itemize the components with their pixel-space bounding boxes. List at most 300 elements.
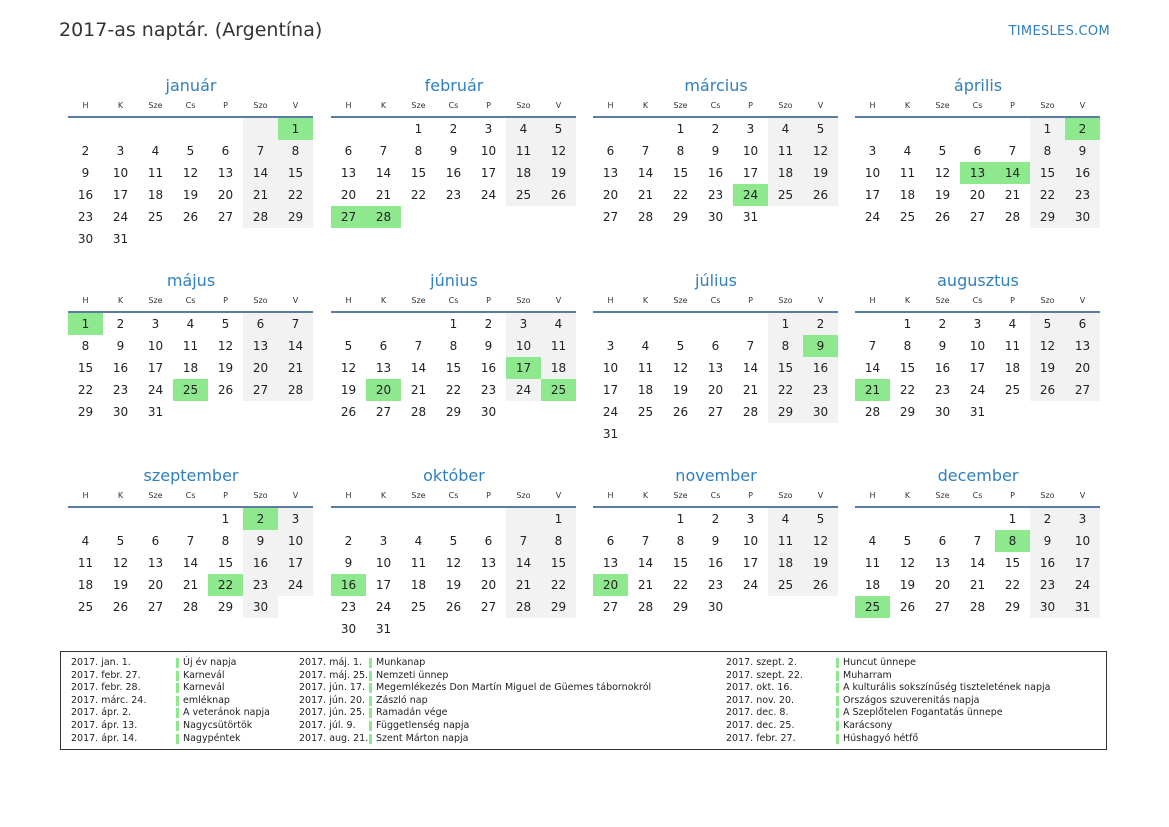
holiday-date: 2017. szept. 2. bbox=[726, 657, 797, 668]
month-name: április bbox=[953, 76, 1003, 95]
day-cell: 29 bbox=[1004, 600, 1021, 614]
day-cell: 2 bbox=[711, 122, 720, 136]
day-cell: 6 bbox=[606, 534, 615, 548]
weekday-label: V bbox=[817, 491, 824, 500]
day-grid bbox=[68, 508, 314, 618]
day-cell: 18 bbox=[899, 188, 916, 202]
day-cell: 12 bbox=[803, 530, 838, 552]
day-cell: 2 bbox=[449, 122, 458, 136]
holiday-row bbox=[71, 695, 270, 708]
weekday-label: Cs bbox=[448, 296, 459, 305]
day-cell: 30 bbox=[803, 401, 838, 423]
day-cell: 31 bbox=[147, 405, 164, 419]
empty-cell bbox=[401, 508, 436, 530]
empty-cell bbox=[173, 508, 208, 530]
day-cell: 20 bbox=[366, 379, 401, 401]
holiday-name: A veteránok napja bbox=[176, 708, 270, 718]
day-cell: 31 bbox=[1065, 596, 1100, 618]
day-cell: 13 bbox=[243, 335, 278, 357]
empty-cell bbox=[768, 206, 803, 228]
holiday-name: Karácsony bbox=[836, 721, 892, 731]
day-cell: 14 bbox=[637, 556, 654, 570]
day-cell: 20 bbox=[602, 188, 619, 202]
day-cell: 21 bbox=[969, 578, 986, 592]
weekday-label: Cs bbox=[972, 296, 983, 305]
day-cell: 19 bbox=[182, 188, 199, 202]
day-cell: 28 bbox=[278, 379, 313, 401]
empty-cell bbox=[593, 313, 628, 335]
day-cell: 8 bbox=[1030, 140, 1065, 162]
month-name: március bbox=[684, 76, 748, 95]
day-cell: 3 bbox=[278, 508, 313, 530]
empty-cell bbox=[995, 118, 1030, 140]
day-cell: 11 bbox=[77, 556, 94, 570]
day-cell: 15 bbox=[672, 166, 689, 180]
day-cell: 26 bbox=[803, 574, 838, 596]
weekday-label: K bbox=[117, 491, 124, 500]
month-name: július bbox=[695, 271, 737, 290]
holiday-row bbox=[71, 670, 270, 683]
holiday-date: 2017. szept. 22. bbox=[726, 669, 803, 681]
day-cell: 15 bbox=[410, 166, 427, 180]
empty-cell bbox=[103, 118, 138, 140]
day-cell: 26 bbox=[112, 600, 129, 614]
holiday-date: 2017. jún. 17. bbox=[299, 682, 366, 694]
day-cell: 15 bbox=[899, 361, 916, 375]
holiday-date: 2017. ápr. 14. bbox=[71, 732, 138, 744]
weekday-label: K bbox=[642, 101, 649, 110]
empty-cell bbox=[506, 206, 541, 228]
day-cell: 4 bbox=[903, 144, 912, 158]
day-cell: 8 bbox=[903, 339, 912, 353]
day-cell: 5 bbox=[803, 118, 838, 140]
day-cell: 5 bbox=[449, 534, 458, 548]
weekday-label: Sze bbox=[935, 296, 950, 305]
day-cell: 2 bbox=[711, 512, 720, 526]
weekday-label: V bbox=[292, 296, 299, 305]
holiday-row bbox=[726, 720, 1050, 733]
empty-cell bbox=[768, 423, 803, 445]
day-cell: 4 bbox=[151, 144, 160, 158]
empty-cell bbox=[628, 508, 663, 530]
day-cell: 21 bbox=[410, 383, 427, 397]
day-cell: 29 bbox=[278, 206, 313, 228]
day-cell: 6 bbox=[151, 534, 160, 548]
empty-cell bbox=[173, 401, 208, 423]
day-cell: 20 bbox=[147, 578, 164, 592]
day-grid bbox=[855, 313, 1101, 423]
month-calendar bbox=[593, 270, 839, 445]
empty-cell bbox=[698, 423, 733, 445]
day-cell: 21 bbox=[1004, 188, 1021, 202]
weekday-label: V bbox=[555, 491, 562, 500]
weekday-label: H bbox=[607, 296, 614, 305]
weekday-label: Sze bbox=[411, 296, 426, 305]
holiday-name: emléknap bbox=[176, 696, 230, 706]
empty-cell bbox=[278, 596, 313, 618]
weekday-label: H bbox=[607, 491, 614, 500]
day-cell: 11 bbox=[147, 166, 164, 180]
day-cell: 1 bbox=[278, 118, 313, 140]
empty-cell bbox=[436, 508, 471, 530]
weekday-label: Sze bbox=[148, 101, 163, 110]
day-cell: 23 bbox=[803, 379, 838, 401]
holiday-date: 2017. jún. 20. bbox=[299, 694, 366, 706]
day-cell: 1 bbox=[449, 317, 458, 331]
day-cell: 19 bbox=[803, 552, 838, 574]
weekday-label: P bbox=[1010, 491, 1015, 500]
day-cell: 18 bbox=[410, 578, 427, 592]
day-cell: 1 bbox=[676, 512, 685, 526]
empty-cell bbox=[768, 596, 803, 618]
day-cell: 26 bbox=[541, 184, 576, 206]
day-grid bbox=[593, 313, 839, 445]
empty-cell bbox=[506, 401, 541, 423]
holiday-list bbox=[60, 651, 1107, 750]
day-cell: 15 bbox=[278, 162, 313, 184]
weekday-label: P bbox=[748, 101, 753, 110]
holiday-column bbox=[299, 657, 651, 745]
weekday-label: K bbox=[904, 491, 911, 500]
day-cell: 20 bbox=[340, 188, 357, 202]
day-cell: 9 bbox=[81, 166, 90, 180]
day-cell: 3 bbox=[1065, 508, 1100, 530]
holiday-name: Munkanap bbox=[369, 658, 425, 668]
day-cell: 18 bbox=[768, 162, 803, 184]
holiday-date: 2017. jan. 1. bbox=[71, 657, 131, 668]
day-cell: 23 bbox=[77, 210, 94, 224]
day-grid bbox=[593, 508, 839, 618]
empty-cell bbox=[278, 401, 313, 423]
holiday-row bbox=[726, 733, 1050, 746]
day-cell: 18 bbox=[864, 578, 881, 592]
day-cell: 8 bbox=[541, 530, 576, 552]
day-cell: 19 bbox=[803, 162, 838, 184]
empty-cell bbox=[803, 596, 838, 618]
empty-cell bbox=[436, 206, 471, 228]
day-cell: 8 bbox=[449, 339, 458, 353]
day-cell: 1 bbox=[414, 122, 423, 136]
day-cell: 15 bbox=[217, 556, 234, 570]
holiday-row bbox=[299, 720, 651, 733]
empty-cell bbox=[243, 401, 278, 423]
day-cell: 20 bbox=[593, 574, 628, 596]
weekday-label: H bbox=[345, 491, 352, 500]
weekday-label: H bbox=[82, 491, 89, 500]
holiday-column bbox=[726, 657, 1050, 745]
day-cell: 11 bbox=[410, 556, 427, 570]
day-cell: 11 bbox=[899, 166, 916, 180]
empty-cell bbox=[541, 618, 576, 640]
day-cell: 5 bbox=[116, 534, 125, 548]
weekday-label: Cs bbox=[448, 491, 459, 500]
day-cell: 22 bbox=[1004, 578, 1021, 592]
empty-cell bbox=[138, 508, 173, 530]
day-cell: 4 bbox=[641, 339, 650, 353]
weekday-label: Sze bbox=[148, 296, 163, 305]
day-cell: 27 bbox=[147, 600, 164, 614]
month-calendar bbox=[855, 465, 1101, 618]
day-cell: 22 bbox=[672, 578, 689, 592]
weekday-label: K bbox=[642, 491, 649, 500]
day-cell: 14 bbox=[969, 556, 986, 570]
day-cell: 14 bbox=[637, 166, 654, 180]
day-cell: 30 bbox=[480, 405, 497, 419]
weekday-label: Sze bbox=[411, 101, 426, 110]
day-cell: 24 bbox=[375, 600, 392, 614]
weekday-label: V bbox=[292, 101, 299, 110]
day-cell: 30 bbox=[77, 232, 94, 246]
day-cell: 29 bbox=[77, 405, 94, 419]
empty-cell bbox=[593, 508, 628, 530]
empty-cell bbox=[628, 313, 663, 335]
weekday-label: Szo bbox=[1040, 296, 1055, 305]
day-cell: 18 bbox=[1004, 361, 1021, 375]
day-cell: 22 bbox=[768, 379, 803, 401]
day-grid bbox=[68, 313, 314, 423]
day-cell: 31 bbox=[375, 622, 392, 636]
empty-cell bbox=[855, 313, 890, 335]
weekday-label: Cs bbox=[710, 296, 721, 305]
day-cell: 7 bbox=[1008, 144, 1017, 158]
day-cell: 17 bbox=[480, 166, 497, 180]
day-cell: 12 bbox=[182, 166, 199, 180]
weekday-label: H bbox=[82, 101, 89, 110]
holiday-date: 2017. dec. 25. bbox=[726, 719, 795, 731]
day-cell: 21 bbox=[637, 188, 654, 202]
day-cell: 16 bbox=[331, 574, 366, 596]
weekday-label: H bbox=[345, 296, 352, 305]
day-cell: 28 bbox=[243, 206, 278, 228]
weekday-label: H bbox=[869, 491, 876, 500]
weekday-label: V bbox=[817, 101, 824, 110]
month-calendar bbox=[68, 75, 314, 250]
day-cell: 26 bbox=[340, 405, 357, 419]
day-cell: 31 bbox=[602, 427, 619, 441]
day-cell: 30 bbox=[1065, 206, 1100, 228]
month-name: november bbox=[675, 466, 757, 485]
day-cell: 17 bbox=[1065, 552, 1100, 574]
day-cell: 29 bbox=[672, 600, 689, 614]
empty-cell bbox=[1065, 401, 1100, 423]
day-cell: 18 bbox=[768, 552, 803, 574]
day-cell: 28 bbox=[637, 210, 654, 224]
day-cell: 12 bbox=[1030, 335, 1065, 357]
day-cell: 6 bbox=[484, 534, 493, 548]
day-cell: 18 bbox=[147, 188, 164, 202]
month-calendar bbox=[855, 75, 1101, 228]
day-cell: 27 bbox=[217, 210, 234, 224]
day-cell: 23 bbox=[1030, 574, 1065, 596]
day-cell: 14 bbox=[375, 166, 392, 180]
month-calendar bbox=[593, 75, 839, 228]
weekday-label: K bbox=[380, 101, 387, 110]
day-cell: 15 bbox=[768, 357, 803, 379]
day-cell: 19 bbox=[934, 188, 951, 202]
holiday-name: Karnevál bbox=[176, 671, 225, 681]
brand-link[interactable]: TIMESLES.COM bbox=[1008, 24, 1110, 39]
day-cell: 21 bbox=[375, 188, 392, 202]
day-cell: 24 bbox=[864, 210, 881, 224]
weekday-label: Sze bbox=[148, 491, 163, 500]
day-cell: 12 bbox=[934, 166, 951, 180]
day-cell: 5 bbox=[221, 317, 230, 331]
day-cell: 27 bbox=[934, 600, 951, 614]
day-cell: 8 bbox=[676, 534, 685, 548]
weekday-label: Szo bbox=[253, 296, 268, 305]
weekday-label: Szo bbox=[516, 491, 531, 500]
weekday-label: Szo bbox=[516, 101, 531, 110]
day-cell: 28 bbox=[864, 405, 881, 419]
holiday-row bbox=[726, 707, 1050, 720]
empty-cell bbox=[960, 118, 995, 140]
day-cell: 14 bbox=[995, 162, 1030, 184]
day-cell: 17 bbox=[112, 188, 129, 202]
day-cell: 20 bbox=[243, 357, 278, 379]
day-cell: 5 bbox=[803, 508, 838, 530]
day-cell: 2 bbox=[116, 317, 125, 331]
weekday-label: Cs bbox=[185, 296, 196, 305]
day-cell: 5 bbox=[938, 144, 947, 158]
day-cell: 10 bbox=[602, 361, 619, 375]
empty-cell bbox=[628, 423, 663, 445]
day-cell: 9 bbox=[449, 144, 458, 158]
day-cell: 10 bbox=[742, 534, 759, 548]
day-cell: 9 bbox=[711, 534, 720, 548]
weekday-label: P bbox=[748, 491, 753, 500]
day-cell: 1 bbox=[903, 317, 912, 331]
day-cell: 12 bbox=[541, 140, 576, 162]
day-grid bbox=[331, 118, 577, 228]
day-cell: 9 bbox=[1065, 140, 1100, 162]
day-cell: 17 bbox=[969, 361, 986, 375]
day-cell: 19 bbox=[541, 162, 576, 184]
day-cell: 29 bbox=[217, 600, 234, 614]
holiday-name: Országos szuverenitás napja bbox=[836, 696, 979, 706]
day-cell: 8 bbox=[221, 534, 230, 548]
holiday-name: Nagycsütörtök bbox=[176, 721, 252, 731]
day-cell: 13 bbox=[707, 361, 724, 375]
weekday-label: P bbox=[486, 296, 491, 305]
empty-cell bbox=[208, 401, 243, 423]
day-cell: 4 bbox=[186, 317, 195, 331]
day-cell: 14 bbox=[506, 552, 541, 574]
day-cell: 30 bbox=[707, 210, 724, 224]
day-cell: 10 bbox=[480, 144, 497, 158]
day-cell: 27 bbox=[1065, 379, 1100, 401]
day-cell: 18 bbox=[77, 578, 94, 592]
month-name: február bbox=[424, 76, 484, 95]
day-cell: 13 bbox=[934, 556, 951, 570]
holiday-row bbox=[726, 670, 1050, 683]
day-cell: 6 bbox=[606, 144, 615, 158]
day-cell: 29 bbox=[541, 596, 576, 618]
day-cell: 24 bbox=[278, 574, 313, 596]
day-cell: 23 bbox=[340, 600, 357, 614]
holiday-row bbox=[299, 682, 651, 695]
weekday-header bbox=[331, 97, 577, 115]
day-cell: 17 bbox=[278, 552, 313, 574]
day-cell: 9 bbox=[344, 556, 353, 570]
day-cell: 19 bbox=[112, 578, 129, 592]
day-cell: 19 bbox=[445, 578, 462, 592]
empty-cell bbox=[855, 508, 890, 530]
empty-cell bbox=[243, 228, 278, 250]
weekday-label: Szo bbox=[253, 491, 268, 500]
weekday-label: Szo bbox=[778, 296, 793, 305]
day-cell: 4 bbox=[768, 118, 803, 140]
day-grid bbox=[593, 118, 839, 228]
holiday-name: Muharram bbox=[836, 671, 892, 681]
day-cell: 21 bbox=[182, 578, 199, 592]
weekday-header bbox=[331, 292, 577, 310]
day-cell: 7 bbox=[278, 313, 313, 335]
day-cell: 1 bbox=[1030, 118, 1065, 140]
day-cell: 12 bbox=[340, 361, 357, 375]
empty-cell bbox=[628, 118, 663, 140]
day-cell: 8 bbox=[278, 140, 313, 162]
day-cell: 25 bbox=[147, 210, 164, 224]
day-cell: 14 bbox=[410, 361, 427, 375]
weekday-label: Sze bbox=[673, 491, 688, 500]
empty-cell bbox=[331, 118, 366, 140]
day-cell: 4 bbox=[541, 313, 576, 335]
weekday-label: Szo bbox=[1040, 101, 1055, 110]
day-cell: 1 bbox=[676, 122, 685, 136]
weekday-label: Cs bbox=[972, 101, 983, 110]
day-cell: 8 bbox=[676, 144, 685, 158]
day-cell: 20 bbox=[480, 578, 497, 592]
weekday-label: K bbox=[117, 101, 124, 110]
weekday-header bbox=[593, 487, 839, 505]
holiday-name: Függetlenség napja bbox=[369, 721, 469, 731]
day-cell: 21 bbox=[637, 578, 654, 592]
day-cell: 13 bbox=[217, 166, 234, 180]
day-cell: 8 bbox=[995, 530, 1030, 552]
day-cell: 31 bbox=[112, 232, 129, 246]
day-cell: 2 bbox=[1065, 118, 1100, 140]
month-calendar bbox=[68, 465, 314, 618]
holiday-column bbox=[71, 657, 270, 745]
day-cell: 17 bbox=[602, 383, 619, 397]
empty-cell bbox=[138, 118, 173, 140]
day-cell: 16 bbox=[112, 361, 129, 375]
month-calendar bbox=[331, 270, 577, 423]
weekday-label: V bbox=[817, 296, 824, 305]
day-cell: 28 bbox=[742, 405, 759, 419]
day-cell: 13 bbox=[480, 556, 497, 570]
day-cell: 15 bbox=[77, 361, 94, 375]
empty-cell bbox=[173, 118, 208, 140]
day-cell: 17 bbox=[864, 188, 881, 202]
day-cell: 27 bbox=[602, 210, 619, 224]
day-cell: 18 bbox=[637, 383, 654, 397]
day-cell: 25 bbox=[855, 596, 890, 618]
empty-cell bbox=[243, 118, 278, 140]
day-cell: 16 bbox=[1030, 552, 1065, 574]
day-cell: 1 bbox=[68, 313, 103, 335]
day-cell: 22 bbox=[445, 383, 462, 397]
day-cell: 3 bbox=[606, 339, 615, 353]
day-cell: 15 bbox=[1030, 162, 1065, 184]
empty-cell bbox=[541, 206, 576, 228]
holiday-row bbox=[299, 670, 651, 683]
day-cell: 22 bbox=[541, 574, 576, 596]
day-cell: 14 bbox=[182, 556, 199, 570]
holiday-row bbox=[299, 695, 651, 708]
day-cell: 16 bbox=[77, 188, 94, 202]
page-title: 2017-as naptár. (Argentína) bbox=[59, 19, 323, 41]
